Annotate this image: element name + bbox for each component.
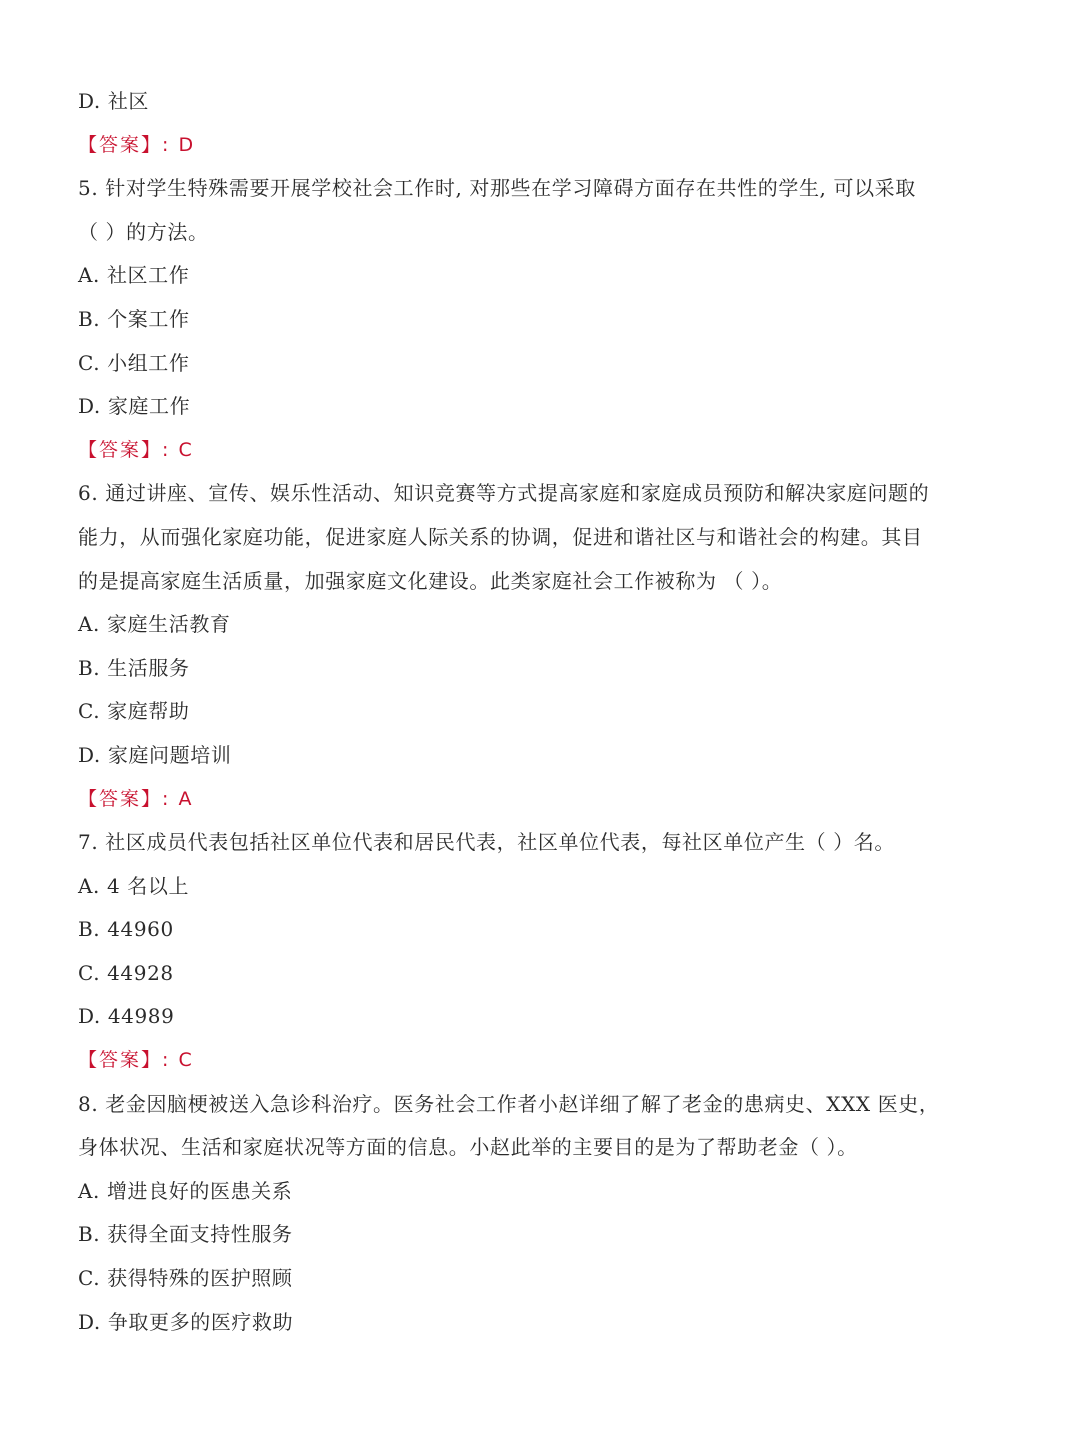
question-text-line: （ ）的方法。 [78,219,209,244]
option-text: A. 增进良好的医患关系 [78,1178,293,1203]
question-text-line: 身体状况、生活和家庭状况等方面的信息。小赵此举的主要目的是为了帮助老金（ ）。 [78,1135,858,1160]
answer-label: 【答案】: C [78,438,194,461]
answer-label: 【答案】: D [78,133,196,156]
answer-label: 【答案】: C [78,1049,194,1072]
question-text-line: 7. 社区成员代表包括社区单位代表和居民代表，社区单位代表，每社区单位产生（ ）名。 [78,830,895,855]
option-text: C. 小组工作 [78,350,190,375]
question-text-line: 6. 通过讲座、宣传、娱乐性活动、知识竞赛等方式提高家庭和家庭成员预防和解决家庭问题的 [78,481,930,506]
option-text: D. 争取更多的医疗救助 [78,1309,294,1334]
option-text: D. 社区 [78,89,150,113]
question-text-line: 能力，从而强化家庭功能，促进家庭人际关系的协调，促进和谐社区与和谐社会的构建。其目 [78,524,923,549]
question-8 [78,1083,990,1170]
option-text: D. 家庭问题培训 [78,742,232,767]
option-text: A. 社区工作 [78,263,190,288]
question-7 [78,821,990,865]
question-text-line: 的是提高家庭生活质量，加强家庭文化建设。此类家庭社会工作被称为 （ ）。 [78,568,783,593]
option-text: C. 获得特殊的医护照顾 [78,1266,293,1291]
option-text: D. 家庭工作 [78,394,191,419]
option-text: A. 家庭生活教育 [78,612,231,637]
option-text: B. 个案工作 [78,306,190,331]
option-text: B. 获得全面支持性服务 [78,1222,293,1247]
answer-label: 【答案】: A [78,787,194,810]
question-6 [78,472,990,603]
option-text: C. 家庭帮助 [78,699,190,724]
option-text: D. 44989 [78,1004,175,1029]
option-text: B. 生活服务 [78,655,190,680]
question-text-line: 8. 老金因脑梗被送入急诊科治疗。医务社会工作者小赵详细了解了老金的患病史、XXX 医史， [78,1091,940,1116]
question-5 [78,167,990,254]
exam-page [78,80,990,1344]
option-text: C. 44928 [78,960,174,985]
option-text: B. 44960 [78,917,174,942]
option-text: A. 4 名以上 [78,873,190,898]
question-text-line: 5. 针对学生特殊需要开展学校社会工作时, 对那些在学习障碍方面存在共性的学生, 可以采取 [78,176,916,201]
